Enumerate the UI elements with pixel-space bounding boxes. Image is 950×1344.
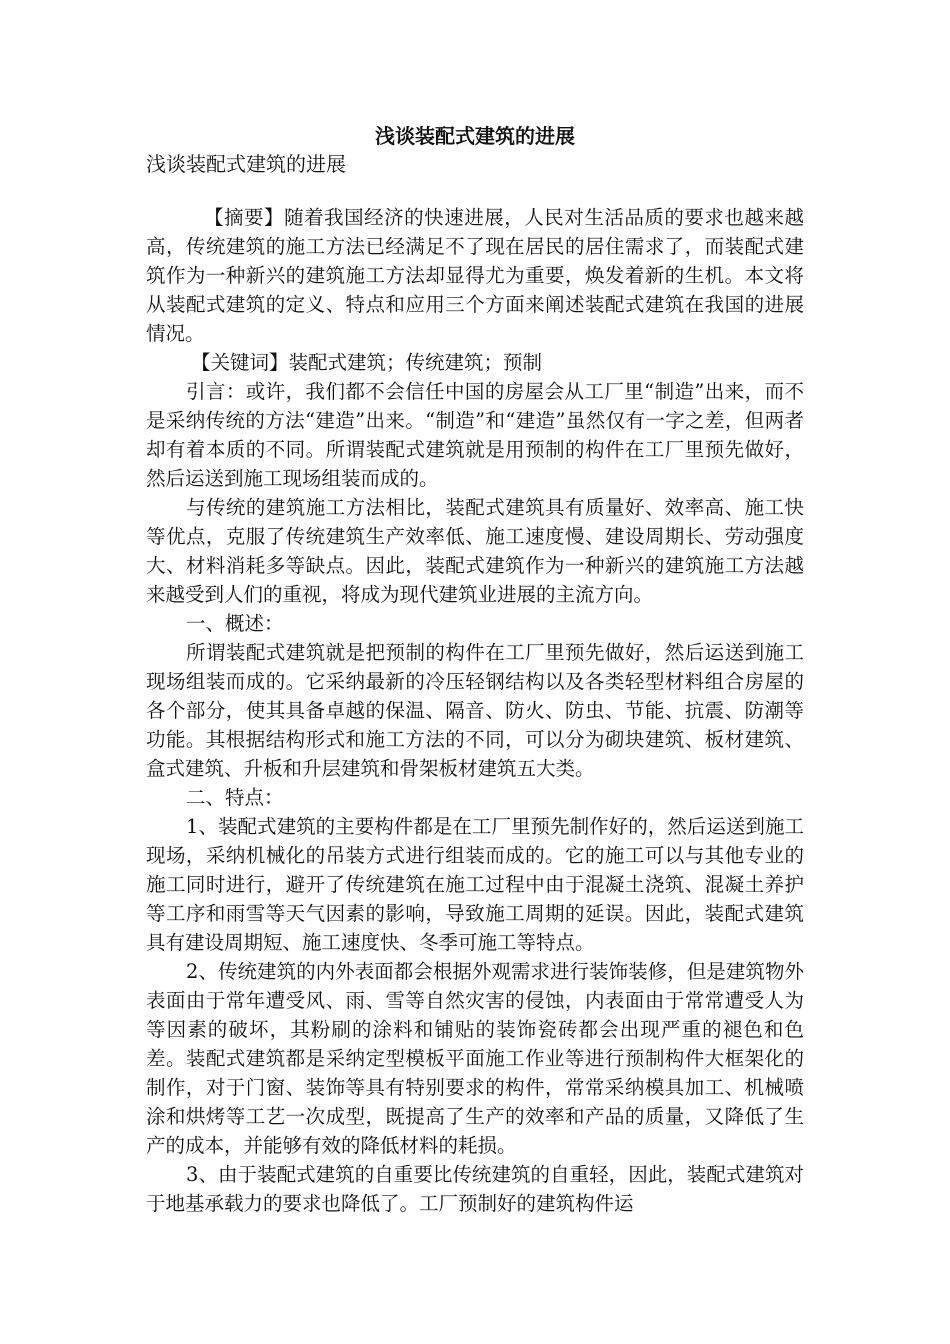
document-title: 浅谈装配式建筑的进展 — [375, 124, 575, 148]
document-subtitle: 浅谈装配式建筑的进展 — [146, 152, 346, 176]
section-heading-overview: 一、概述： — [186, 612, 284, 635]
overview-paragraph: 所谓装配式建筑就是把预制的构件在工厂里预先做好，然后运送到施工现场组装而成的。它采纳最新的冷压轻钢结构以及各类轻型材料组合房屋的各个部分，使其具备卓越的保温、隔音、防火、防虫、节能、抗震、防潮等功能。其根据结构形式和施工方法的不同，可以分为砌块建筑、板材建筑、盒式建筑、升板和升层建筑和骨架板材建筑五大类。 — [146, 641, 804, 780]
intro-paragraph: 引言：或许，我们都不会信任中国的房屋会从工厂里“制造”出来，而不是采纳传统的方法“建造”出来。“制造”和“建造”虽然仅有一字之差，但两者却有着本质的不同。所谓装配式建筑就是用预制的构件在工厂里预先做好，然后运送到施工现场组装而成的。 — [146, 380, 804, 490]
feature-paragraph-2: 2、传统建筑的内外表面都会根据外观需求进行装饰装修，但是建筑物外表面由于常年遭受风、雨、雪等自然灾害的侵蚀，内表面由于常常遭受人为等因素的破坏，其粉刷的涂料和铺贴的装饰瓷砖都会出现严重的褪色和色差。装配式建筑都是采纳定型模板平面施工作业等进行预制构件大框架化的制作，对于门窗、装饰等具有特别要求的构件，常常采纳模具加工、机械喷涂和烘烤等工艺一次成型，既提高了生产的效率和产品的质量，又降低了生产的成本，并能够有效的降低材料的耗损。 — [146, 960, 804, 1157]
keywords-line: 【关键词】装配式建筑；传统建筑；预制 — [191, 351, 543, 374]
section-heading-features: 二、特点： — [186, 786, 284, 809]
abstract-paragraph: 【摘要】随着我国经济的快速进展，人民对生活品质的要求也越来越高，传统建筑的施工方法已经满足不了现在居民的居住需求了，而装配式建筑作为一种新兴的建筑施工方法却显得尤为重要，焕发着新的生机。本文将从装配式建筑的定义、特点和应用三个方面来阐述装配式建筑在我国的进展情况。 — [146, 206, 804, 345]
feature-paragraph-3: 3、由于装配式建筑的自重要比传统建筑的自重轻，因此，装配式建筑对于地基承载力的要求也降低了。工厂预制好的建筑构件运 — [146, 1163, 804, 1215]
feature-paragraph-1: 1、装配式建筑的主要构件都是在工厂里预先制作好的，然后运送到施工现场，采纳机械化的吊装方式进行组装而成的。它的施工可以与其他专业的施工同时进行，避开了传统建筑在施工过程中由于混凝土浇筑、混凝土养护等工序和雨雪等天气因素的影响，导致施工周期的延误。因此，装配式建筑具有建设周期短、施工速度快、冬季可施工等特点。 — [146, 815, 804, 954]
body-content — [146, 377, 804, 1218]
comparison-paragraph: 与传统的建筑施工方法相比，装配式建筑具有质量好、效率高、施工快等优点，克服了传统建筑生产效率低、施工速度慢、建设周期长、劳动强度大、材料消耗多等缺点。因此，装配式建筑作为一种新兴的建筑施工方法越来越受到人们的重视，将成为现代建筑业进展的主流方向。 — [146, 496, 804, 606]
